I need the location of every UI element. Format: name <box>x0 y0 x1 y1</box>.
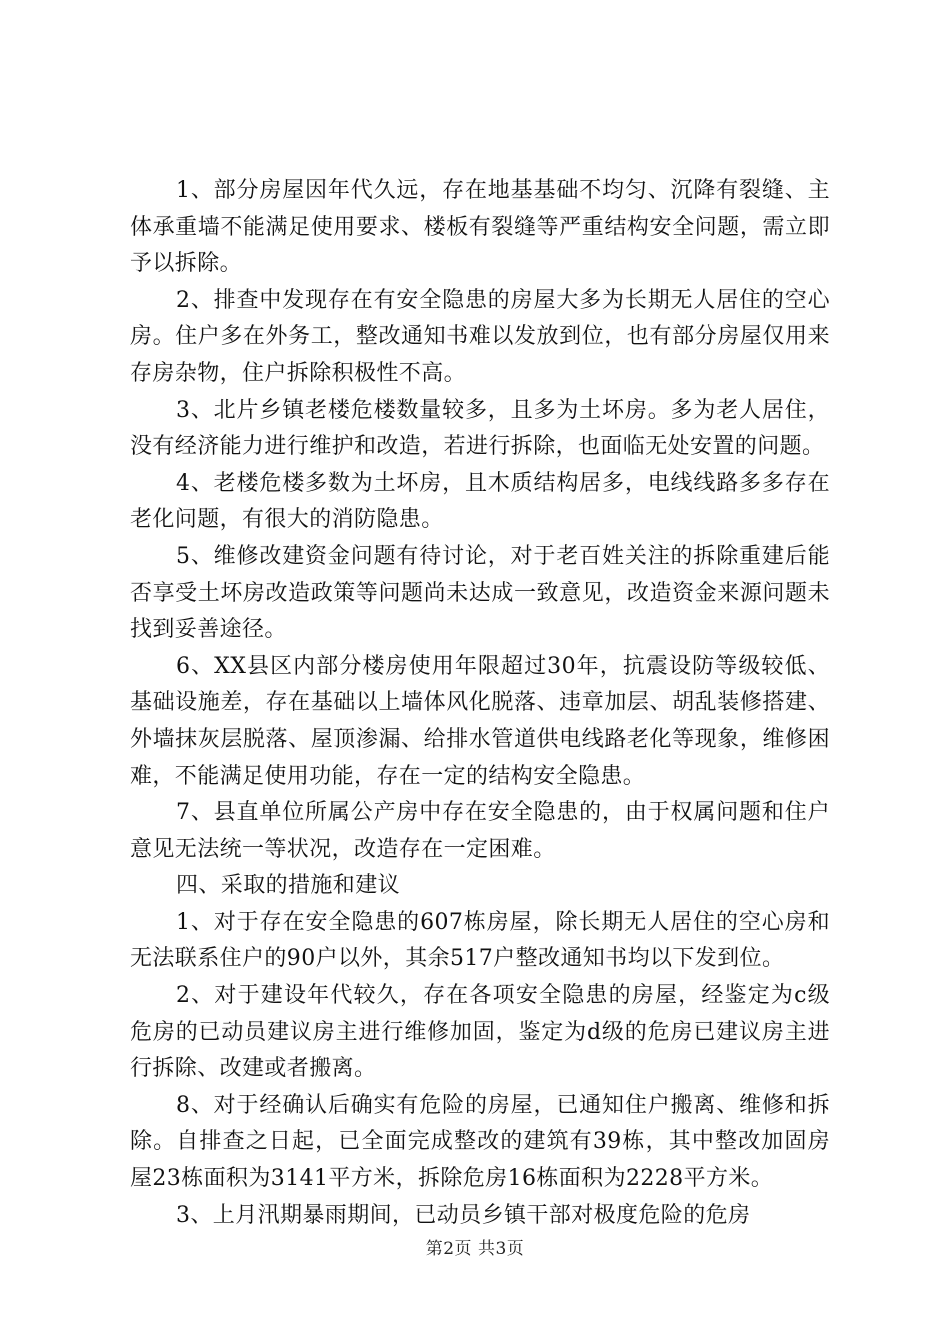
paragraph-9: 2、对于建设年代较久，存在各项安全隐患的房屋，经鉴定为c级危房的已动员建议房主进行维修加固，鉴定为d级的危房已建议房主进行拆除、改建或者搬离。 <box>130 983 830 1082</box>
paragraph-8: 1、对于存在安全隐患的607栋房屋，除长期无人居住的空心房和无法联系住户的90户以外，其余517户整改通知书均以下发到位。 <box>130 909 830 972</box>
paragraph-1: 1、部分房屋因年代久远，存在地基基础不均匀、沉降有裂缝、主体承重墙不能满足使用要求、楼板有裂缝等严重结构安全问题，需立即予以拆除。 <box>130 178 830 277</box>
paragraph-6: 6、XX县区内部分楼房使用年限超过30年，抗震设防等级较低、基础设施差，存在基础以上墙体风化脱落、违章加层、胡乱装修搭建、外墙抹灰层脱落、屋顶渗漏、给排水管道供电线路老化等现象，维修困难，不能满足使用功能，存在一定的结构安全隐患。 <box>130 653 830 789</box>
paragraph-2: 2、排查中发现存在有安全隐患的房屋大多为长期无人居住的空心房。住户多在外务工，整改通知书难以发放到位，也有部分房屋仅用来存房杂物，住户拆除积极性不高。 <box>130 287 830 386</box>
paragraph-4: 4、老楼危楼多数为土坏房，且木质结构居多，电线线路多多存在老化问题，有很大的消防隐患。 <box>130 470 830 533</box>
paragraph-5: 5、维修改建资金问题有待讨论，对于老百姓关注的拆除重建后能否享受土坏房改造政策等问题尚未达成一致意见，改造资金来源问题未找到妥善途径。 <box>130 543 830 643</box>
paragraph-11: 3、上月汛期暴雨期间，已动员乡镇干部对极度危险的危房 <box>176 1202 751 1228</box>
paragraph-3: 3、北片乡镇老楼危楼数量较多，且多为土坏房。多为老人居住，没有经济能力进行维护和改造，若进行拆除，也面临无处安置的问题。 <box>130 397 830 460</box>
document-body <box>130 173 830 1234</box>
section-heading: 四、采取的措施和建议 <box>176 873 401 899</box>
page-footer: 第2页 共3页 <box>425 1239 525 1259</box>
paragraph-7: 7、县直单位所属公产房中存在安全隐患的，由于权属问题和住户意见无法统一等状况，改造存在一定困难。 <box>130 800 830 862</box>
paragraph-10: 8、对于经确认后确实有危险的房屋，已通知住户搬离、维修和拆除。自排查之日起，已全面完成整改的建筑有39栋，其中整改加固房屋23栋面积为3141平方米，拆除危房16栋面积为2228平方米。 <box>130 1092 830 1192</box>
